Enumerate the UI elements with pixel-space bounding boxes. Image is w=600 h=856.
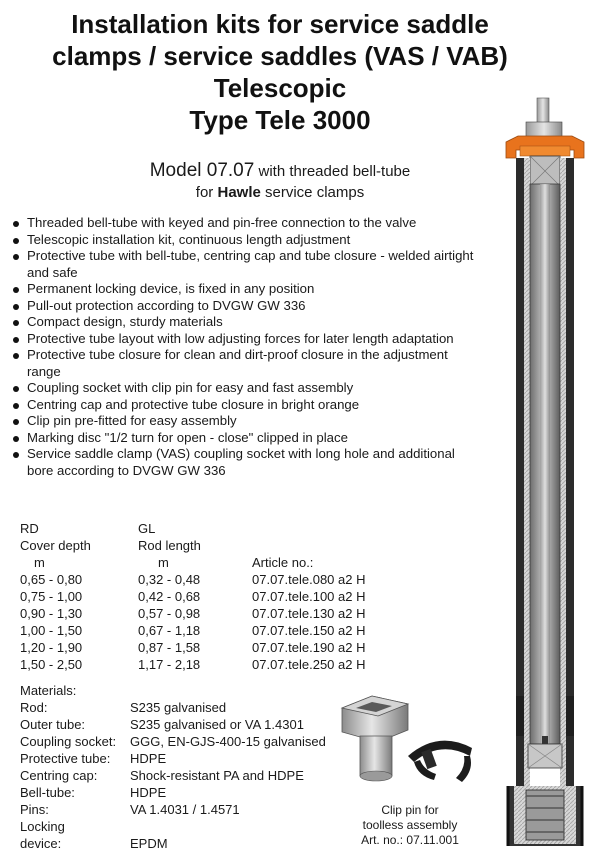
header-gl: GL bbox=[138, 521, 156, 536]
material-label: Bell-tube: bbox=[20, 785, 75, 800]
material-label: Rod: bbox=[20, 700, 48, 715]
header-rd: RD bbox=[20, 521, 39, 536]
feature-item: Permanent locking device, is fixed in any position bbox=[12, 281, 482, 298]
cell-rd: 1,00 - 1,50 bbox=[20, 623, 83, 638]
installation-kit-illustration bbox=[490, 96, 600, 851]
pipe-cutaway-icon bbox=[490, 96, 600, 851]
material-value: Shock-resistant PA and HDPE bbox=[130, 768, 304, 783]
material-row bbox=[20, 767, 326, 784]
material-row bbox=[20, 716, 326, 733]
materials-heading: Materials: bbox=[20, 683, 77, 698]
cell-article: 07.07.tele.080 a2 H bbox=[252, 572, 366, 587]
feature-item: Coupling socket with clip pin for easy and fast assembly bbox=[12, 380, 482, 397]
material-label: device: bbox=[20, 836, 62, 851]
table-row bbox=[20, 639, 365, 656]
material-label: Protective tube: bbox=[20, 751, 111, 766]
unit-gl: m bbox=[158, 555, 169, 570]
feature-list bbox=[12, 215, 482, 479]
table-row bbox=[20, 588, 365, 605]
feature-item: Compact design, sturdy materials bbox=[12, 314, 482, 331]
material-row bbox=[20, 699, 326, 716]
feature-item: Protective tube with bell-tube, centring cap and tube closure - welded airtight and safe bbox=[12, 248, 482, 281]
material-label: Locking bbox=[20, 819, 65, 834]
cell-article: 07.07.tele.190 a2 H bbox=[252, 640, 366, 655]
cell-gl: 0,57 - 0,98 bbox=[138, 606, 201, 621]
material-row bbox=[20, 750, 326, 767]
cell-rd: 1,20 - 1,90 bbox=[20, 640, 83, 655]
subtitle-text: service clamps bbox=[260, 184, 365, 201]
model-label: Model 07.07 bbox=[149, 160, 255, 181]
header-cover-depth: Cover depth bbox=[20, 538, 91, 553]
material-value: HDPE bbox=[130, 785, 167, 800]
table-row bbox=[20, 656, 365, 673]
subtitle-text: for bbox=[195, 184, 218, 201]
table-row bbox=[20, 605, 365, 622]
size-table bbox=[20, 520, 365, 673]
feature-item: Clip pin pre-fitted for easy assembly bbox=[12, 413, 482, 430]
cell-rd: 1,50 - 2,50 bbox=[20, 657, 83, 672]
cell-rd: 0,75 - 1,00 bbox=[20, 589, 83, 604]
title-line: clamps / service saddles (VAS / VAB) bbox=[52, 41, 508, 71]
table-header-row bbox=[20, 537, 365, 554]
table-row bbox=[20, 622, 365, 639]
brand-name: Hawle bbox=[217, 184, 261, 201]
material-value: GGG, EN-GJS-400-15 galvanised bbox=[130, 734, 326, 749]
feature-item: Marking disc "1/2 turn for open - close" clipped in place bbox=[12, 430, 482, 447]
feature-item: Pull-out protection according to DVGW GW 336 bbox=[12, 298, 482, 315]
caption-line: Art. no.: 07.11.001 bbox=[361, 833, 459, 847]
caption-line: toolless assembly bbox=[362, 818, 458, 832]
material-row bbox=[20, 784, 326, 801]
page-title bbox=[0, 8, 560, 136]
material-value: HDPE bbox=[130, 751, 167, 766]
caption-line: Clip pin for bbox=[381, 803, 439, 817]
header-rod-length: Rod length bbox=[138, 538, 201, 553]
coupling-socket-icon bbox=[338, 690, 488, 800]
table-header-row bbox=[20, 554, 365, 571]
cell-gl: 1,17 - 2,18 bbox=[138, 657, 201, 672]
title-line: Installation kits for service saddle bbox=[71, 9, 489, 39]
table-header-row bbox=[20, 520, 365, 537]
material-value: S235 galvanised bbox=[130, 700, 227, 715]
feature-item: Telescopic installation kit, continuous length adjustment bbox=[12, 232, 482, 249]
title-line: Telescopic bbox=[213, 73, 347, 103]
materials-list bbox=[20, 682, 326, 852]
feature-item: Service saddle clamp (VAS) coupling socket with long hole and additional bore according to DVGW GW 336 bbox=[12, 446, 482, 479]
cell-rd: 0,65 - 0,80 bbox=[20, 572, 83, 587]
feature-item: Protective tube layout with low adjusting forces for later length adaptation bbox=[12, 331, 482, 348]
title-line: Type Tele 3000 bbox=[189, 105, 371, 135]
cell-gl: 0,42 - 0,68 bbox=[138, 589, 201, 604]
material-row bbox=[20, 733, 326, 750]
material-value: EPDM bbox=[130, 836, 168, 851]
cell-article: 07.07.tele.250 a2 H bbox=[252, 657, 366, 672]
unit-rd: m bbox=[34, 555, 45, 570]
clip-pin-illustration bbox=[338, 690, 488, 800]
feature-item: Centring cap and protective tube closure in bright orange bbox=[12, 397, 482, 414]
material-label: Coupling socket: bbox=[20, 734, 117, 749]
material-value: S235 galvanised or VA 1.4301 bbox=[130, 717, 304, 732]
subtitle bbox=[0, 160, 560, 203]
cell-article: 07.07.tele.100 a2 H bbox=[252, 589, 366, 604]
material-row bbox=[20, 835, 326, 852]
material-row bbox=[20, 801, 326, 818]
cell-gl: 0,67 - 1,18 bbox=[138, 623, 201, 638]
material-label: Outer tube: bbox=[20, 717, 86, 732]
material-label: Pins: bbox=[20, 802, 49, 817]
material-value: VA 1.4031 / 1.4571 bbox=[130, 802, 240, 817]
header-article: Article no.: bbox=[252, 555, 314, 570]
table-row bbox=[20, 571, 365, 588]
feature-item: Threaded bell-tube with keyed and pin-free connection to the valve bbox=[12, 215, 482, 232]
cell-gl: 0,32 - 0,48 bbox=[138, 572, 201, 587]
feature-item: Protective tube closure for clean and dirt-proof closure in the adjustment range bbox=[12, 347, 482, 380]
material-row bbox=[20, 818, 326, 835]
cell-article: 07.07.tele.150 a2 H bbox=[252, 623, 366, 638]
cell-rd: 0,90 - 1,30 bbox=[20, 606, 83, 621]
subtitle-text: with threaded bell-tube bbox=[254, 163, 411, 180]
cell-article: 07.07.tele.130 a2 H bbox=[252, 606, 366, 621]
cell-gl: 0,87 - 1,58 bbox=[138, 640, 201, 655]
clip-pin-caption bbox=[330, 803, 490, 848]
material-label: Centring cap: bbox=[20, 768, 98, 783]
